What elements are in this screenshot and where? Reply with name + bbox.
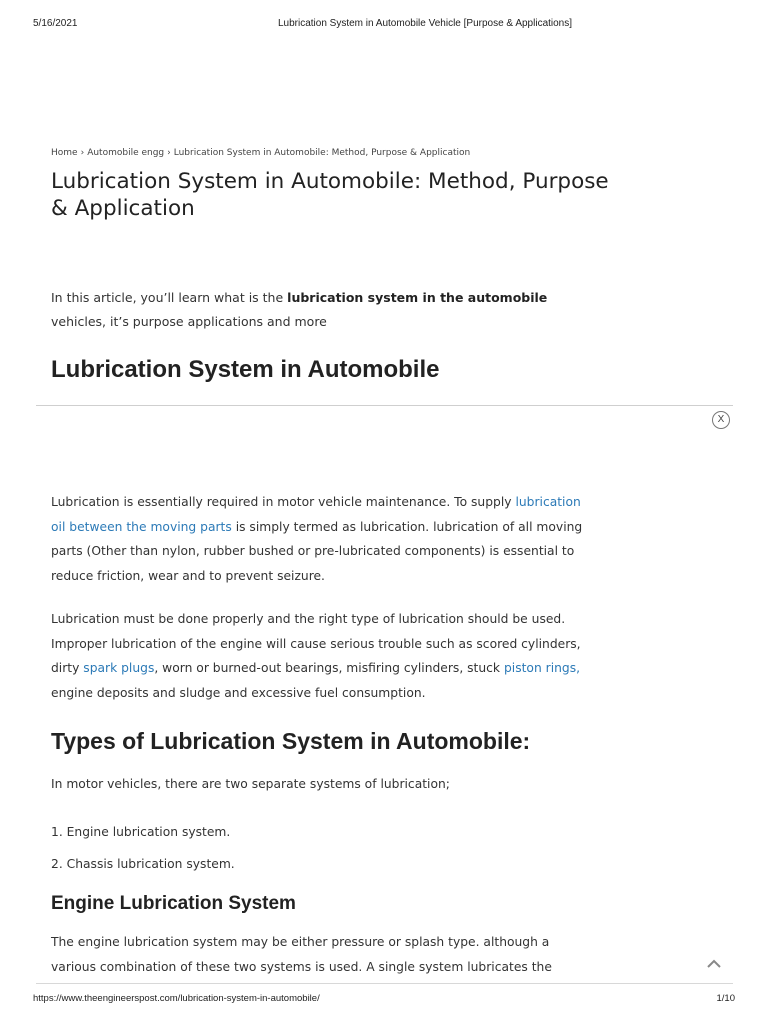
spark-plugs-link[interactable]: spark plugs [83,661,155,675]
lubrication-types-list [51,816,235,880]
breadcrumb-category-link[interactable]: Automobile engg [87,148,165,158]
paragraph-two-systems: In motor vehicles, there are two separate systems of lubrication; [51,777,450,791]
print-header [0,18,768,32]
paragraph-text: is simply termed as lubrication. lubrication of all moving parts (Other than nylon, rubber bushed or pre-lubricated components) is essential to reduce friction, wear and to prevent seizure. [51,519,583,583]
intro-bold-text: lubrication system in the automobile [287,290,548,305]
breadcrumb-current: Lubrication System in Automobile: Method, Purpose & Application [173,148,471,158]
paragraph-text: Lubrication must be done properly and the right type of lubrication should be used. Improper lubrication of the engine will cause serious trouble such as scored cylinders, dirty [51,612,581,675]
paragraph-text: Lubrication is essentially required in motor vehicle maintenance. To supply [51,495,516,509]
ad-divider [36,405,733,406]
print-page-title: Lubrication System in Automobile Vehicle [Purpose & Applications] [277,18,573,29]
print-footer [0,993,768,1007]
intro-text: In this article, you’ll learn what is the [51,290,288,305]
ad-close-icon[interactable]: X [712,411,730,429]
page-title: Lubrication System in Automobile: Method, Purpose & Application [51,169,609,221]
list-item: 1. Engine lubrication system. [51,825,231,839]
piston-rings-link[interactable]: piston rings, [503,661,581,675]
print-url: https://www.theengineerspost.com/lubrication-system-in-automobile/ [33,993,320,1004]
paragraph-proper-lubrication [51,607,586,705]
print-page-number: 1/10 [716,993,735,1004]
chevron-up-icon-graphic [706,956,722,972]
section-heading-engine-lubrication: Engine Lubrication System [51,893,296,914]
lubrication-oil-link[interactable]: lubrication oil between the moving parts [51,495,581,534]
list-item: 2. Chassis lubrication system. [51,857,235,871]
breadcrumb [51,148,470,158]
section-heading-lubrication-system: Lubrication System in Automobile [51,356,440,383]
section-heading-types: Types of Lubrication System in Automobile: [51,728,531,754]
paragraph-lubrication-definition [51,490,586,588]
paragraph-engine-lubrication: The engine lubrication system may be either pressure or splash type. although a various combination of these two systems is used. A single system lubricates the [51,935,552,974]
print-date: 5/16/2021 [33,18,78,29]
breadcrumb-home-link[interactable]: Home [51,148,78,158]
chevron-up-icon[interactable] [706,956,722,972]
intro-paragraph [51,286,571,334]
paragraph-text: engine deposits and sludge and excessive fuel consumption. [51,685,426,700]
footer-divider [36,983,733,984]
paragraph-text: , worn or burned-out bearings, misfiring cylinders, stuck [154,661,504,675]
breadcrumb-separator: › [167,148,171,158]
intro-text-end: vehicles, it’s purpose applications and more [51,314,327,329]
breadcrumb-separator: › [80,148,85,158]
